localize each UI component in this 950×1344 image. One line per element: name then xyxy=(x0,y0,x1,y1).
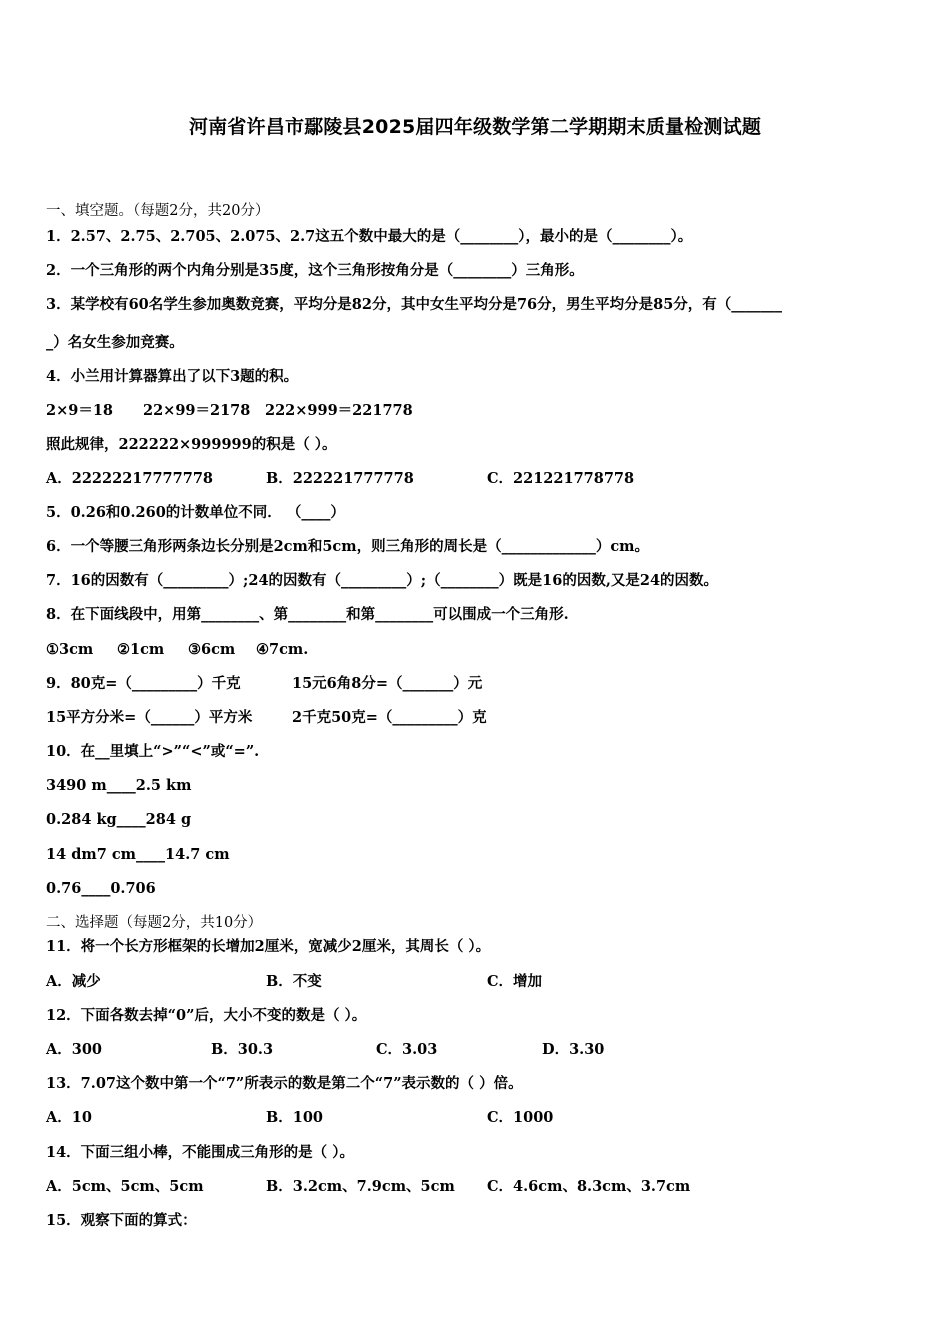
section-heading-fill-blank: 一、填空题。（每题2分，共20分） xyxy=(46,203,270,219)
question-10-item-1: 3490 m____2.5 km xyxy=(46,777,192,794)
question-14: 14．下面三组小棒，不能围成三角形的是（ ）。 xyxy=(46,1144,354,1161)
question-2: 2．一个三角形的两个内角分别是35度，这个三角形按角分是（________）三角形。 xyxy=(46,262,584,279)
question-4-equation-1: 2×9＝18 xyxy=(46,402,114,419)
question-14-option-b: B．3.2cm、7.9cm、5cm xyxy=(266,1178,455,1195)
question-3-line-1: 3．某学校有60名学生参加奥数竞赛，平均分是82分，其中女生平均分是76分，男生平均分是85分，有（_______ xyxy=(46,296,783,313)
question-3-line-2: _）名女生参加竞赛。 xyxy=(46,334,184,351)
question-4: 4．小兰用计算器算出了以下3题的积。 xyxy=(46,368,299,385)
question-12-option-b: B．30.3 xyxy=(211,1041,274,1058)
question-9-part-1: 9．80克=（_________）千克 xyxy=(46,675,241,692)
question-4-equation-3: 222×999＝221778 xyxy=(265,402,413,419)
question-8: 8．在下面线段中，用第________、第________和第________可以围成一个三角形. xyxy=(46,606,569,623)
question-12: 12．下面各数去掉“0”后，大小不变的数是（ ）。 xyxy=(46,1007,367,1024)
section-heading-multiple-choice: 二、选择题（每题2分，共10分） xyxy=(46,915,263,931)
question-9-part-3: 15平方分米=（______）平方米 xyxy=(46,709,253,726)
question-4-equation-2: 22×99＝2178 xyxy=(143,402,251,419)
question-11-option-a: A．减少 xyxy=(46,973,101,990)
question-13-option-c: C．1000 xyxy=(487,1109,554,1126)
question-10-item-4: 0.76____0.706 xyxy=(46,880,156,897)
question-13-option-b: B．100 xyxy=(266,1109,324,1126)
question-8-item-4: ④7cm. xyxy=(256,641,309,658)
question-11-option-b: B．不变 xyxy=(266,973,322,990)
question-8-item-3: ③6cm xyxy=(188,641,236,658)
question-12-option-d: D．3.30 xyxy=(542,1041,605,1058)
question-10: 10．在__里填上“>”“<”或“=”. xyxy=(46,743,260,760)
question-4-option-a: A．22222217777778 xyxy=(46,470,213,487)
question-4-prompt: 照此规律，222222×999999的积是（ ）。 xyxy=(46,436,337,453)
question-8-item-1: ①3cm xyxy=(46,641,94,658)
question-9-part-4: 2千克50克=（_________）克 xyxy=(292,709,487,726)
question-1: 1．2.57、2.75、2.705、2.075、2.7这五个数中最大的是（________），最小的是（________）。 xyxy=(46,228,693,245)
question-6: 6．一个等腰三角形两条边长分别是2cm和5cm，则三角形的周长是（_____________）cm。 xyxy=(46,538,650,555)
question-13: 13．7.07这个数中第一个“7”所表示的数是第二个“7”表示数的（ ）倍。 xyxy=(46,1075,523,1092)
question-13-option-a: A．10 xyxy=(46,1109,92,1126)
question-4-option-b: B．222221777778 xyxy=(266,470,414,487)
question-5: 5．0.26和0.260的计数单位不同． （____） xyxy=(46,504,345,521)
question-11-option-c: C．增加 xyxy=(487,973,543,990)
question-15: 15．观察下面的算式： xyxy=(46,1212,197,1229)
question-4-option-c: C．221221778778 xyxy=(487,470,635,487)
question-7: 7．16的因数有（_________）;24的因数有（_________）;（________）既是16的因数,又是24的因数。 xyxy=(46,572,719,589)
question-9-part-2: 15元6角8分=（_______）元 xyxy=(292,675,483,692)
question-10-item-3: 14 dm7 cm____14.7 cm xyxy=(46,846,230,863)
question-12-option-a: A．300 xyxy=(46,1041,103,1058)
question-12-option-c: C．3.03 xyxy=(376,1041,438,1058)
question-8-item-2: ②1cm xyxy=(117,641,165,658)
question-14-option-c: C．4.6cm、8.3cm、3.7cm xyxy=(487,1178,691,1195)
question-10-item-2: 0.284 kg____284 g xyxy=(46,811,192,828)
question-14-option-a: A．5cm、5cm、5cm xyxy=(46,1178,204,1195)
page-title: 河南省许昌市鄢陵县2025届四年级数学第二学期期末质量检测试题 xyxy=(188,116,762,138)
question-11: 11．将一个长方形框架的长增加2厘米，宽减少2厘米，其周长（ ）。 xyxy=(46,938,491,955)
